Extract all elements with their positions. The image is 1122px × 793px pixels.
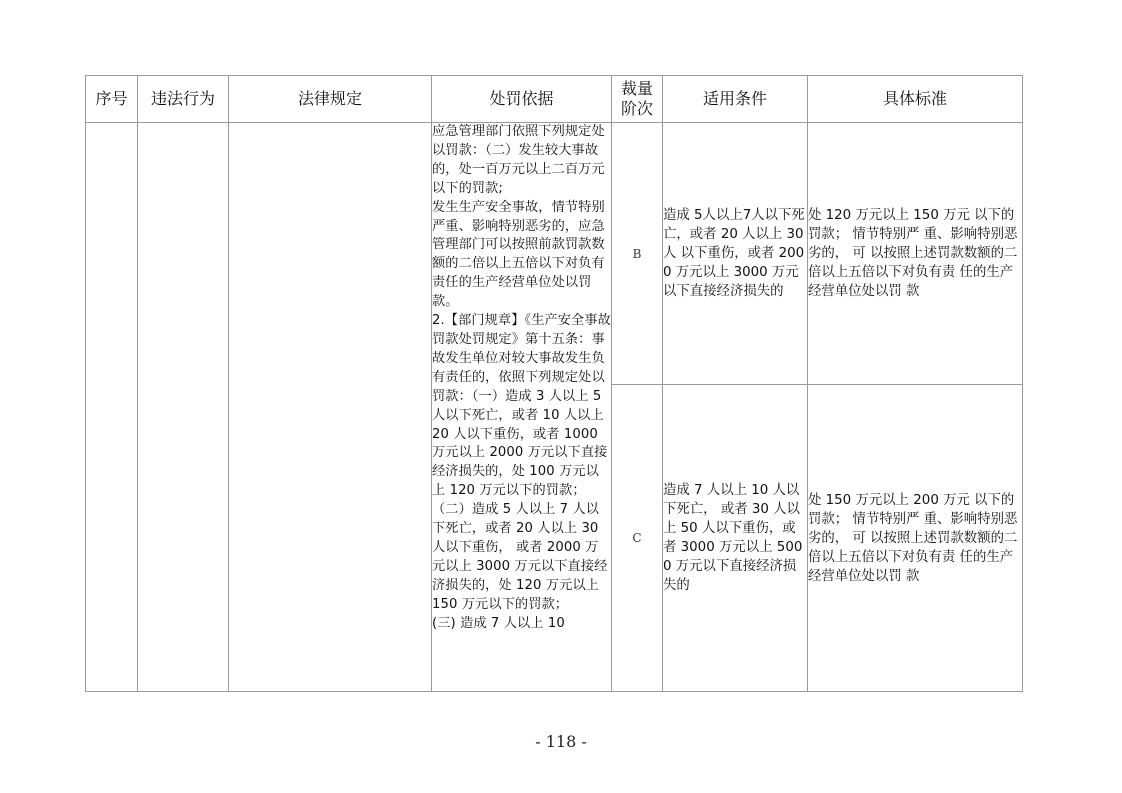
cell-no: [86, 123, 138, 692]
header-law: 法律规定: [229, 76, 432, 123]
header-condition: 适用条件: [663, 76, 808, 123]
page-number: - 118 -: [535, 732, 587, 751]
cell-standard: 处 150 万元以上 200 万元 以下的罚款； 情节特别严 重、影响特别恶劣的， 可 以按照上述罚款数额的二 倍以上五倍以下对负有责 任的生产经营单位处以罚 款: [808, 385, 1023, 692]
header-level: [612, 76, 663, 123]
table-header-row: [86, 76, 1023, 123]
cell-level: C: [612, 385, 663, 692]
header-standard: 具体标准: [808, 76, 1023, 123]
header-level-line1: 裁量: [620, 79, 653, 98]
cell-basis: 应急管理部门依照下列规定处以罚款：（二）发生较大事故的，处一百万元以上二百万元以下的罚款; 发生生产安全事故，情节特别严重、影响特别恶劣的，应急管理部门可以按照前款罚款数额的二倍以上五倍以下对负有责任的生产经营单位处以罚款。 2.【部门规章】《生产安全事故罚款处罚规定》第十五条：事故发生单位对较大事故发生负有责任的，依照下列规定处以罚款：（一）造成 3 人以上 5 人以下死亡，或者 10 人以上 20 人以下重伤，或者 1000 万元以上 2000 万元以下直接经济损失的，处 100 万元以上 120 万元以下的罚款；（二）造成 5 人以上 7 人以下死亡，或者 20 人以上 30 人以下重伤， 或者 2000 万元以上 3000 万元以下直接经济损失的，处 120 万元以上 150 万元以下的罚款； (三) 造成 7 人以上 10: [432, 123, 612, 692]
cell-condition: 造成 7 人以上 10 人以下死亡， 或者 30 人以上 50 人以下重伤，或者 3000 万元以上 5000 万元以下直接经济损失的: [663, 385, 808, 692]
cell-violation: [138, 123, 229, 692]
header-level-line2: 阶次: [620, 99, 653, 118]
table-row: [86, 123, 1023, 385]
header-no: 序号: [86, 76, 138, 123]
cell-law: [229, 123, 432, 692]
header-violation: 违法行为: [138, 76, 229, 123]
cell-standard: 处 120 万元以上 150 万元 以下的罚款； 情节特别严 重、影响特别恶劣的， 可 以按照上述罚款数额的二 倍以上五倍以下对负有责 任的生产经营单位处以罚 款: [808, 123, 1023, 385]
penalty-table: [85, 75, 1023, 692]
cell-level: B: [612, 123, 663, 385]
cell-condition: 造成 5人以上7人以下死亡，或者 20 人以上 30 人 以下重伤，或者 2000 万元以上 3000 万元以下直接经济损失的: [663, 123, 808, 385]
header-basis: 处罚依据: [432, 76, 612, 123]
